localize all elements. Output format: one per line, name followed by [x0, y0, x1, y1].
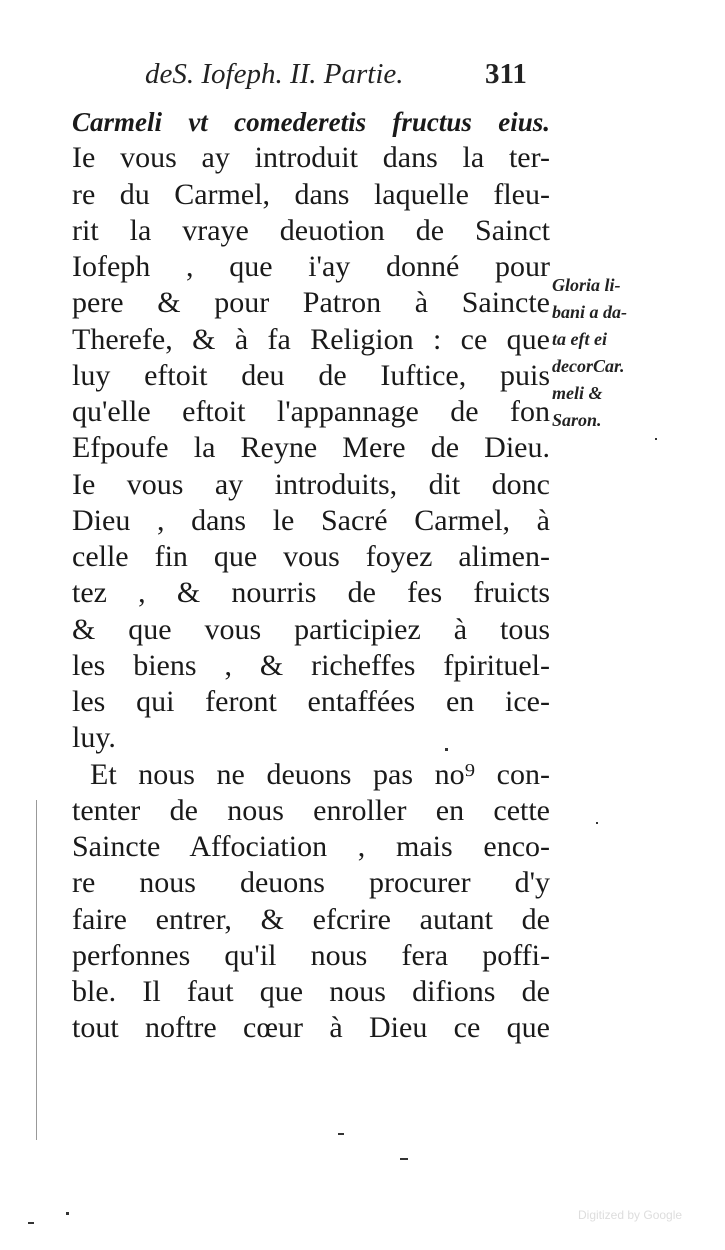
- page-number: 311: [485, 58, 527, 90]
- text-line: qu'elle eftoit l'appannage de fon: [72, 395, 550, 428]
- text-line: Ie vous ay introduit dans la ter-: [72, 141, 550, 175]
- text-line: Iofeph , que i'ay donné pour: [72, 250, 550, 283]
- watermark: Digitized by Google: [578, 1208, 683, 1222]
- text-line: re nous deuons procurer d'y: [72, 866, 550, 900]
- ink-speck: [400, 1158, 408, 1160]
- text-line: & que vous participiez à tous: [72, 612, 550, 646]
- ink-speck: [655, 438, 657, 440]
- page-header: [145, 58, 555, 98]
- text-line: perfonnes qu'il nous fera poffi-: [72, 938, 550, 972]
- ink-speck: [28, 1222, 34, 1224]
- margin-note-line: decorCar.: [552, 356, 625, 376]
- text-line: celle fin que vous foyez alimen-: [72, 540, 550, 573]
- text-line: faire entrer, & efcrire autant de: [72, 902, 550, 936]
- ink-speck: [596, 822, 598, 824]
- text-line: Saincte Affociation , mais enco-: [72, 830, 550, 863]
- ink-speck: [338, 1133, 344, 1135]
- running-title: deS. Iofeph. II. Partie.: [145, 58, 404, 90]
- binding-shadow: [36, 800, 37, 1140]
- margin-note-line: ta eft ei: [552, 329, 607, 349]
- text-line: luy eftoit deu de Iuftice, puis: [72, 358, 550, 392]
- text-line: Therefe, & à fa Religion : ce que: [72, 322, 550, 356]
- margin-note-line: Saron.: [552, 410, 602, 430]
- text-line: les biens , & richeffes fpirituel-: [72, 648, 550, 682]
- text-line: luy.: [72, 721, 116, 755]
- text-line: re du Carmel, dans laquelle fleu-: [72, 177, 550, 211]
- text-line: Dieu , dans le Sacré Carmel, à: [72, 503, 550, 537]
- text-line: les qui feront entaffées en ice-: [72, 685, 550, 718]
- margin-note: [552, 272, 662, 434]
- text-line: tez , & nourris de fes fruicts: [72, 576, 550, 610]
- text-line: Carmeli vt comederetis fructus eius.: [72, 107, 550, 137]
- ink-speck: [445, 748, 448, 751]
- text-line: pere & pour Patron à Saincte: [72, 286, 550, 320]
- text-line: Efpoufe la Reyne Mere de Dieu.: [72, 431, 550, 465]
- text-line: tenter de nous enroller en cette: [72, 793, 550, 827]
- margin-note-line: bani a da-: [552, 302, 628, 322]
- margin-note-line: Gloria li-: [552, 275, 621, 295]
- text-line: ble. Il faut que nous difions de: [72, 975, 550, 1008]
- margin-note-line: meli &: [552, 383, 603, 403]
- text-line: Et nous ne deuons pas no⁹ con-: [90, 757, 550, 791]
- text-line: Ie vous ay introduits, dit donc: [72, 467, 550, 501]
- text-line: rit la vraye deuotion de Sainct: [72, 213, 550, 247]
- text-line: tout noftre cœur à Dieu ce que: [72, 1011, 550, 1045]
- ink-speck: [66, 1212, 69, 1215]
- body-text: [72, 104, 550, 1047]
